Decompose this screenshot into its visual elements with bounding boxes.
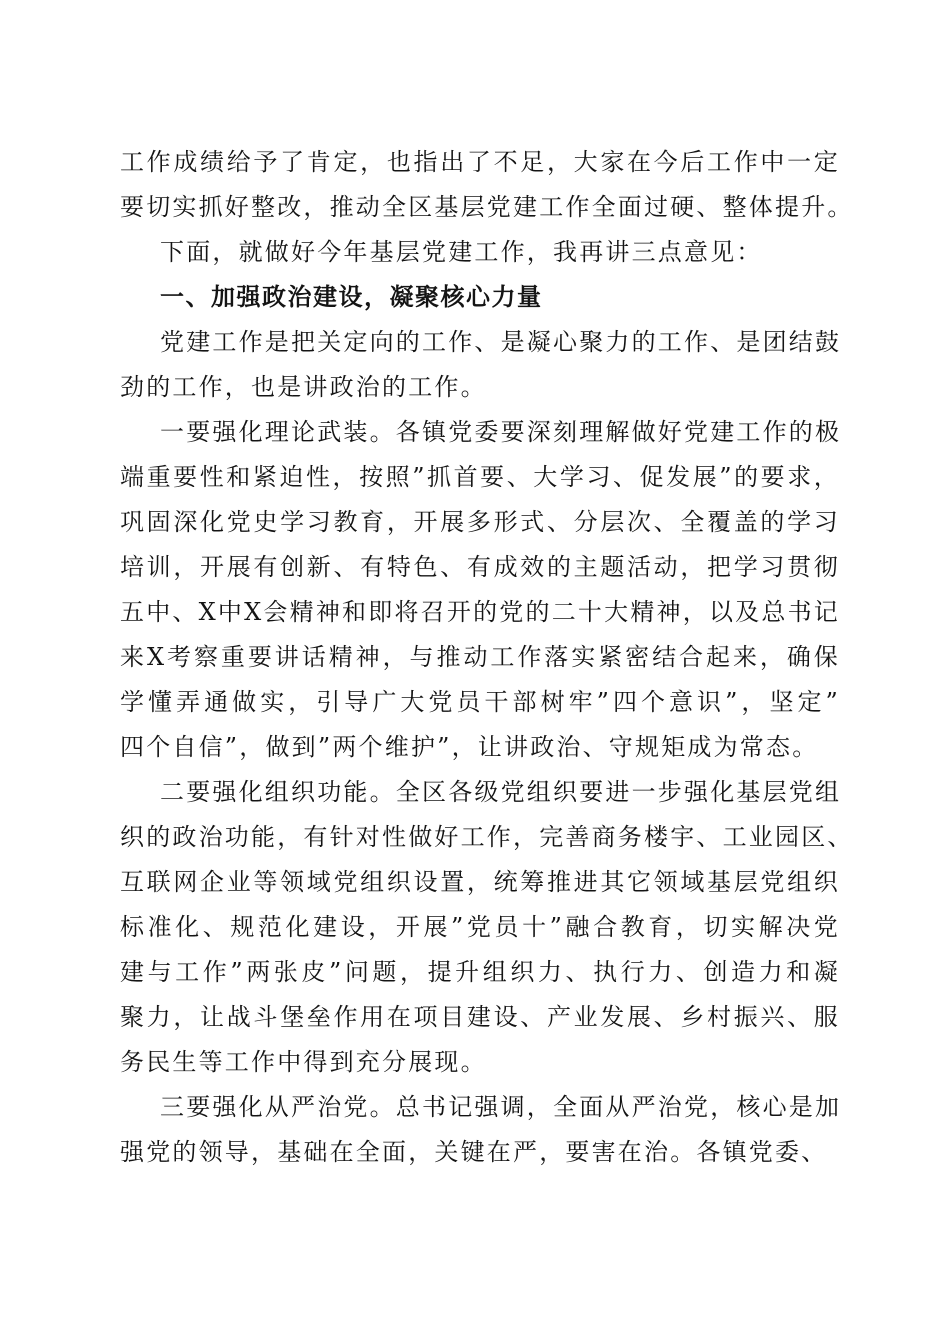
text-line: 一要强化理论武装。各镇党委要深刻理解做好党建工作的极 [160,418,842,446]
text-line: 二要强化组织功能。全区各级党组织要进一步强化基层党组 [160,778,842,806]
text-line: 工作成绩给予了肯定，也指出了不足，大家在今后工作中一定 [120,148,840,176]
paragraph [120,1085,840,1175]
text-line: 巩固深化党史学习教育，开展多形式、分层次、全覆盖的学习 [120,508,840,536]
document-body [120,140,854,1175]
paragraph [120,140,854,230]
text-line: 聚力，让战斗堡垒作用在项目建设、产业发展、乡村振兴、服 [120,1003,840,1031]
paragraph [120,320,840,410]
paragraph [120,230,840,275]
text-line: 互联网企业等领域党组织设置，统筹推进其它领域基层党组织 [120,868,840,896]
text-line: 建与工作”两张皮”问题，提升组织力、执行力、创造力和凝 [120,958,840,986]
text-line: 四个自信”，做到”两个维护”，让讲政治、守规矩成为常态。 [120,733,819,761]
paragraph [120,770,854,1085]
text-line: 党建工作是把关定向的工作、是凝心聚力的工作、是团结鼓 [160,328,842,356]
text-line: 一、加强政治建设，凝聚核心力量 [160,283,543,311]
text-line: 学懂弄通做实，引导广大党员干部树牢”四个意识”，坚定” [120,688,840,716]
text-line: 下面，就做好今年基层党建工作，我再讲三点意见： [160,238,763,266]
text-line: 端重要性和紧迫性，按照”抓首要、大学习、促发展”的要求， [120,463,840,491]
text-line: 培训，开展有创新、有特色、有成效的主题活动，把学习贯彻 [120,553,840,581]
text-line: 五中、X中X会精神和即将召开的党的二十大精神，以及总书记 [120,598,840,626]
text-line: 劲的工作，也是讲政治的工作。 [120,373,487,401]
text-line: 务民生等工作中得到充分展现。 [120,1048,487,1076]
text-line: 织的政治功能，有针对性做好工作，完善商务楼宇、工业园区、 [120,823,854,851]
section-heading [120,275,840,320]
text-line: 要切实抓好整改，推动全区基层党建工作全面过硬、整体提升。 [120,193,854,221]
text-line: 标准化、规范化建设，开展”党员十”融合教育，切实解决党 [120,913,840,941]
text-line: 三要强化从严治党。总书记强调，全面从严治党，核心是加 [160,1093,842,1121]
paragraph [120,410,840,770]
text-line: 来X考察重要讲话精神，与推动工作落实紧密结合起来，确保 [120,643,840,671]
text-line: 强党的领导，基础在全面，关键在严，要害在治。各镇党委、 [120,1138,828,1166]
